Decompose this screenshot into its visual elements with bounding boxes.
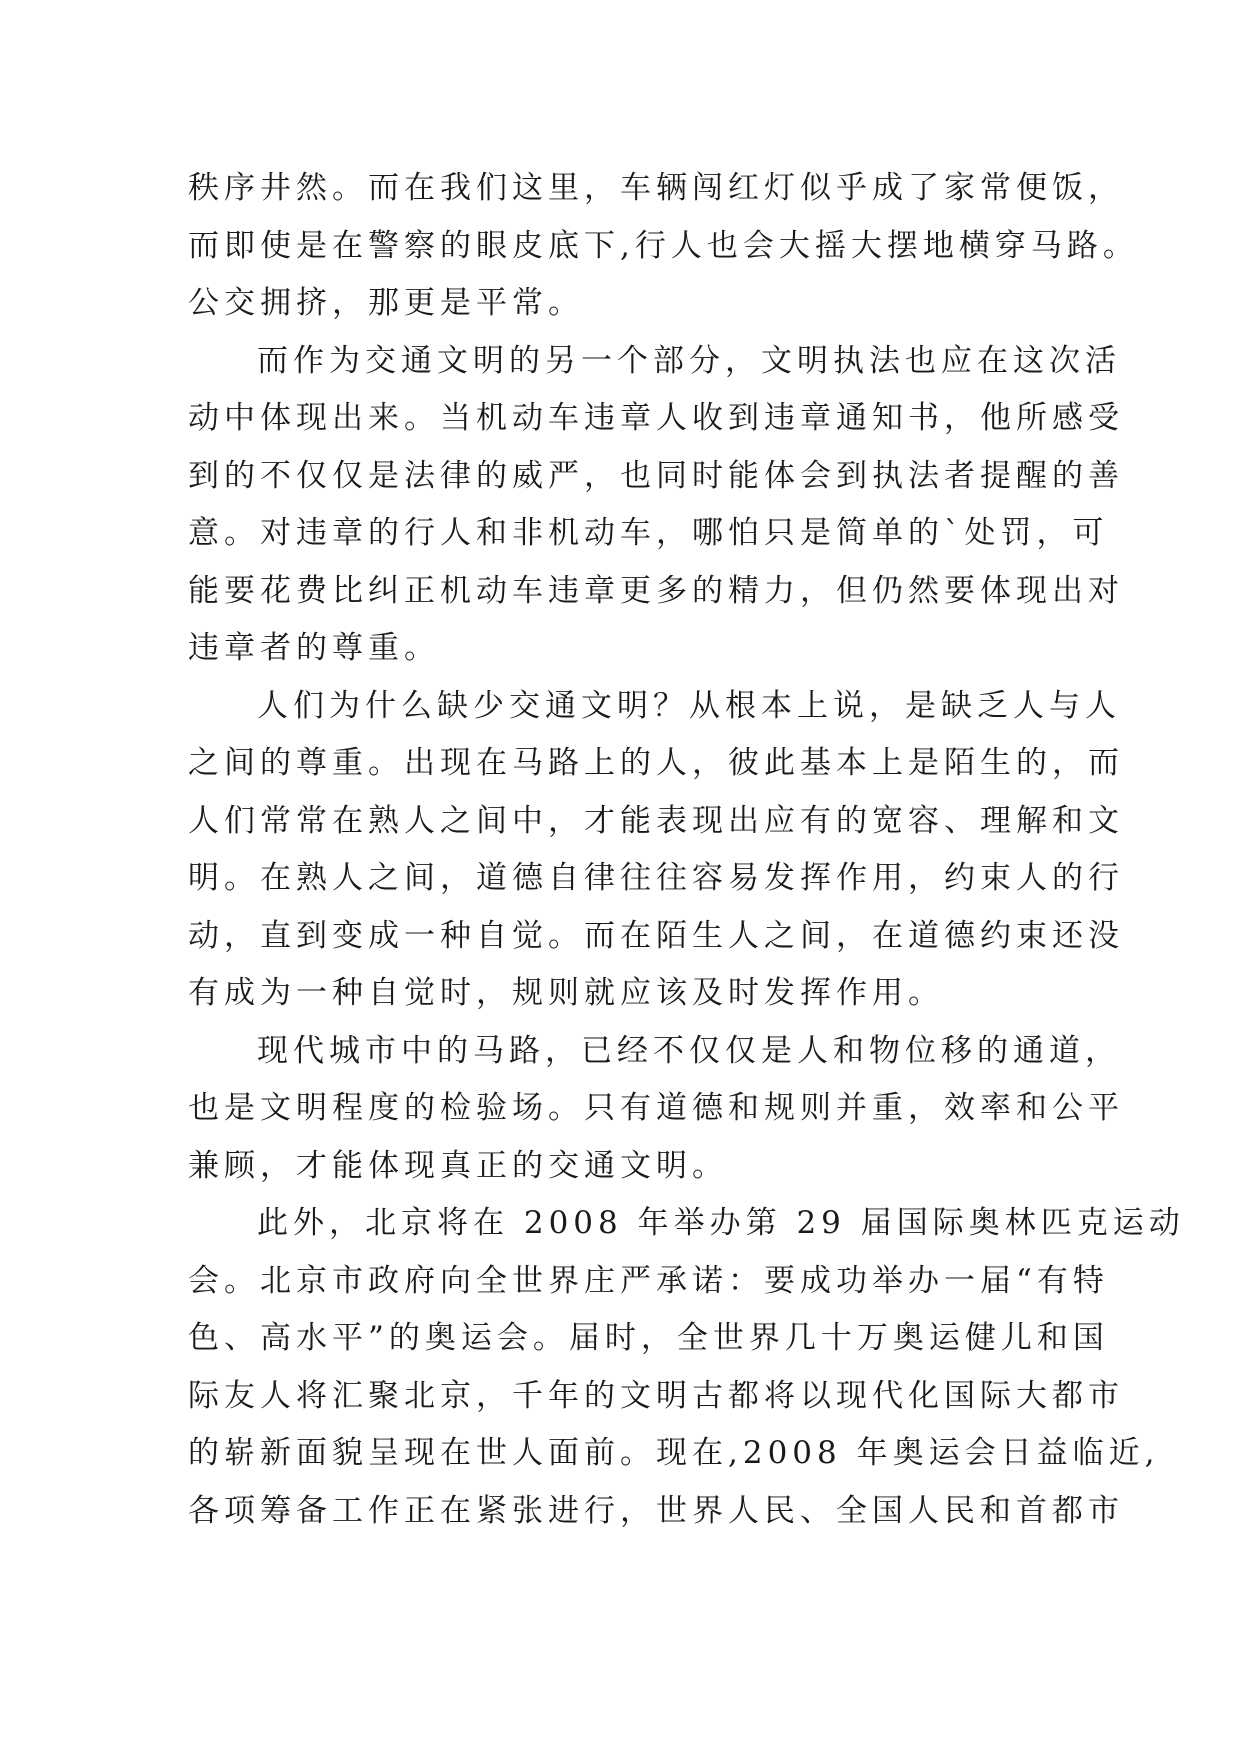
paragraph-start-line: 人们为什么缺少交通文明？从根本上说，是缺乏人与人: [257, 687, 1121, 724]
text-line: 际友人将汇聚北京，千年的文明古都将以现代化国际大都市: [188, 1377, 1124, 1414]
text-line: 之间的尊重。出现在马路上的人，彼此基本上是陌生的，而: [188, 745, 1124, 781]
paragraph-start-line: 现代城市中的马路，已经不仅仅是人和物位移的通道，: [257, 1032, 1121, 1069]
text-line: 而即使是在警察的眼皮底下,行人也会大摇大摆地横穿马路。: [188, 227, 1139, 264]
text-line: 会。北京市政府向全世界庄严承诺：要成功举办一届“有特: [188, 1262, 1109, 1299]
text-line: 违章者的尊重。: [188, 630, 440, 666]
text-line: 人们常常在熟人之间中，才能表现出应有的宽容、理解和文: [188, 802, 1124, 839]
paragraph-start-line: 此外，北京将在 2008 年举办第 29 届国际奥林匹克运动: [257, 1205, 1185, 1241]
text-line: 的崭新面貌呈现在世人面前。现在,2008 年奥运会日益临近,: [188, 1435, 1160, 1471]
text-line: 秩序井然。而在我们这里，车辆闯红灯似乎成了家常便饭，: [188, 170, 1124, 206]
paragraph-start-line: 而作为交通文明的另一个部分，文明执法也应在这次活: [257, 342, 1121, 379]
text-line: 意。对违章的行人和非机动车，哪怕只是简单的`处罚，可: [188, 515, 1109, 551]
text-line: 有成为一种自觉时，规则就应该及时发挥作用。: [188, 975, 944, 1011]
text-line: 动中体现出来。当机动车违章人收到违章通知书，他所感受: [188, 400, 1124, 436]
text-line: 到的不仅仅是法律的威严，也同时能体会到执法者提醒的善: [188, 457, 1124, 494]
text-line: 明。在熟人之间，道德自律往往容易发挥作用，约束人的行: [188, 860, 1124, 896]
text-line: 色、高水平”的奥运会。届时，全世界几十万奥运健儿和国: [188, 1320, 1109, 1356]
text-line: 各项筹备工作正在紧张进行，世界人民、全国人民和首都市: [188, 1492, 1124, 1529]
text-line: 动，直到变成一种自觉。而在陌生人之间，在道德约束还没: [188, 917, 1124, 954]
text-line: 能要花费比纠正机动车违章更多的精力，但仍然要体现出对: [188, 572, 1124, 609]
text-line: 也是文明程度的检验场。只有道德和规则并重，效率和公平: [188, 1090, 1124, 1126]
text-line: 公交拥挤，那更是平常。: [188, 285, 584, 321]
body-text: [188, 160, 1185, 1540]
text-line: 兼顾，才能体现真正的交通文明。: [188, 1147, 728, 1184]
